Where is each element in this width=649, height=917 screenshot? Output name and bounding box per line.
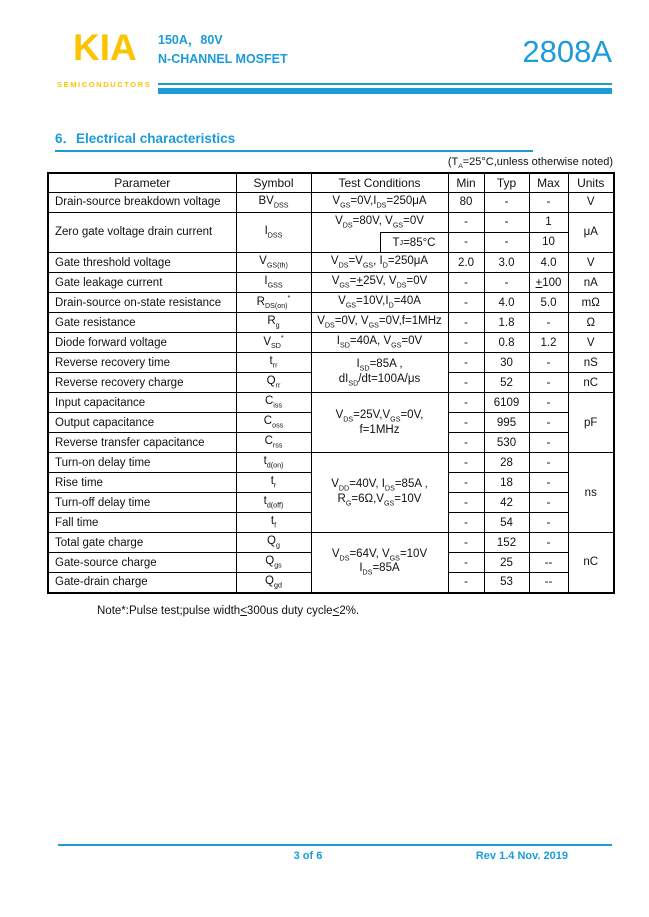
- device-type-line: N-CHANNEL MOSFET: [158, 52, 288, 66]
- logo-subtext: SEMICONDUCTORS: [57, 80, 152, 89]
- section-title: 6．Electrical characteristics: [55, 127, 533, 152]
- table-row: [48, 393, 614, 413]
- cell-typ: 530: [484, 433, 529, 453]
- cell-test-conditions: $V_{DS}=V_{GS}$, $I_D=250\mu A$: [311, 253, 448, 273]
- table-row: [48, 333, 614, 353]
- cell-parameter: Gate leakage current: [48, 273, 236, 293]
- cell-test-conditions: $V_{DS}=0V$, $V_{GS}=0V,f=1MHz$: [311, 313, 448, 333]
- cell-parameter: Drain-source on-state resistance: [48, 293, 236, 313]
- cell-units: nC: [568, 373, 614, 393]
- cell-parameter: Reverse transfer capacitance: [48, 433, 236, 453]
- cell-max: 1: [529, 212, 568, 232]
- cell-typ: 4.0: [484, 293, 529, 313]
- cell-typ: 52: [484, 373, 529, 393]
- cell-typ: 54: [484, 513, 529, 533]
- cell-max: -: [529, 433, 568, 453]
- cell-parameter: Drain-source breakdown voltage: [48, 192, 236, 212]
- footer-rule: [58, 844, 612, 846]
- cell-units: nC: [568, 533, 614, 593]
- cell-typ: 6109: [484, 393, 529, 413]
- cell-max: 4.0: [529, 253, 568, 273]
- cell-symbol: $t_{rr}$: [236, 353, 311, 373]
- col-header-test-conditions: Test Conditions: [311, 173, 448, 192]
- cell-symbol: $t_{d(off)}$: [236, 493, 311, 513]
- cell-units: Ω: [568, 313, 614, 333]
- cell-typ: 0.8: [484, 333, 529, 353]
- electrical-characteristics-table: [47, 172, 615, 594]
- cell-min: -: [448, 573, 484, 593]
- cell-units: ns: [568, 453, 614, 533]
- table-row: [48, 293, 614, 313]
- cell-max: -: [529, 192, 568, 212]
- cell-test-conditions: $V_{DS}=64V$, $V_{GS}=10V$ $I_{DS}=85A$: [311, 533, 448, 593]
- cell-min: -: [448, 493, 484, 513]
- cell-symbol: $I_{GSS}$: [236, 273, 311, 293]
- cell-symbol: $BV_{DSS}$: [236, 192, 311, 212]
- cell-parameter: Gate-source charge: [48, 553, 236, 573]
- cell-max: --: [529, 573, 568, 593]
- cell-max: -: [529, 413, 568, 433]
- kia-logo: KIA: [73, 27, 137, 68]
- cell-max: -: [529, 373, 568, 393]
- cell-min: -: [448, 433, 484, 453]
- cell-test-conditions-sub: [311, 232, 448, 253]
- cell-parameter: Output capacitance: [48, 413, 236, 433]
- cell-parameter: Diode forward voltage: [48, 333, 236, 353]
- cell-typ: -: [484, 232, 529, 253]
- cell-max: -: [529, 453, 568, 473]
- col-header-parameter: Parameter: [48, 173, 236, 192]
- cell-min: -: [448, 313, 484, 333]
- table-row: [48, 212, 614, 232]
- cell-max: -: [529, 313, 568, 333]
- cell-test-conditions: $V_{GS}=10V,I_D=40A$: [311, 293, 448, 313]
- part-number: 2808A: [522, 34, 612, 69]
- cell-max: 1.2: [529, 333, 568, 353]
- cell-min: -: [448, 473, 484, 493]
- cell-symbol: $I_{DSS}$: [236, 212, 311, 253]
- table-row: [48, 273, 614, 293]
- header-rule-thick: [158, 88, 612, 94]
- cell-parameter: Reverse recovery time: [48, 353, 236, 373]
- cell-min: -: [448, 513, 484, 533]
- cell-max: -: [529, 493, 568, 513]
- cell-units: V: [568, 192, 614, 212]
- header-rule-thin: [158, 83, 612, 85]
- table-header-row: [48, 173, 614, 192]
- table-row: [48, 533, 614, 553]
- cell-max: 10: [529, 232, 568, 253]
- cell-min: -: [448, 273, 484, 293]
- cell-units: nA: [568, 273, 614, 293]
- cell-max: +100: [529, 273, 568, 293]
- col-header-max: Max: [529, 173, 568, 192]
- cell-typ: -: [484, 273, 529, 293]
- cell-test-conditions: $V_{DS}=25V,V_{GS}=0V$, f=1MHz: [311, 393, 448, 453]
- cell-units: mΩ: [568, 293, 614, 313]
- cell-parameter: Input capacitance: [48, 393, 236, 413]
- cell-symbol: $Q_g$: [236, 533, 311, 553]
- cell-min: -: [448, 533, 484, 553]
- cell-min: -: [448, 373, 484, 393]
- cell-symbol: $V_{GS(th)}$: [236, 253, 311, 273]
- cell-symbol: $C_{oss}$: [236, 413, 311, 433]
- cell-parameter: Fall time: [48, 513, 236, 533]
- cell-max: -: [529, 473, 568, 493]
- cell-symbol: $V_{SD}^*$: [236, 333, 311, 353]
- cell-typ: 28: [484, 453, 529, 473]
- cell-typ: 25: [484, 553, 529, 573]
- cell-test-conditions: $V_{DS}=80V$, $V_{GS}=0V$: [311, 212, 448, 232]
- cell-typ: 995: [484, 413, 529, 433]
- cell-units: μA: [568, 212, 614, 253]
- cell-min: -: [448, 212, 484, 232]
- cell-parameter: Gate threshold voltage: [48, 253, 236, 273]
- cell-min: -: [448, 413, 484, 433]
- cell-typ: -: [484, 192, 529, 212]
- cell-parameter: Zero gate voltage drain current: [48, 212, 236, 253]
- cell-parameter: Turn-on delay time: [48, 453, 236, 473]
- cell-min: 2.0: [448, 253, 484, 273]
- cell-max: -: [529, 353, 568, 373]
- page-number: 3 of 6: [293, 850, 323, 862]
- cell-max: 5.0: [529, 293, 568, 313]
- cell-units: V: [568, 333, 614, 353]
- cell-max: -: [529, 533, 568, 553]
- cell-min: -: [448, 453, 484, 473]
- col-header-typ: Typ: [484, 173, 529, 192]
- cell-typ: 18: [484, 473, 529, 493]
- cell-typ: 152: [484, 533, 529, 553]
- col-header-min: Min: [448, 173, 484, 192]
- table-row: [48, 253, 614, 273]
- cell-max: --: [529, 553, 568, 573]
- cell-parameter: Rise time: [48, 473, 236, 493]
- cell-units: pF: [568, 393, 614, 453]
- cell-symbol: $C_{rss}$: [236, 433, 311, 453]
- cell-min: -: [448, 293, 484, 313]
- rating-line: 150A，80V: [158, 33, 223, 47]
- cell-parameter: Gate resistance: [48, 313, 236, 333]
- cell-min: -: [448, 333, 484, 353]
- cell-test-conditions: $I_{SD}=40A$, $V_{GS}=0V$: [311, 333, 448, 353]
- cell-symbol: $Q_{rr}$: [236, 373, 311, 393]
- table-row: [48, 313, 614, 333]
- condition-note: ($T_A=25^\circ C,unless$ otherwise noted): [447, 156, 613, 171]
- cell-parameter: Turn-off delay time: [48, 493, 236, 513]
- cell-max: -: [529, 393, 568, 413]
- cell-symbol: $C_{iss}$: [236, 393, 311, 413]
- cell-test-conditions: $V_{GS}=+25V$, $V_{DS}=0V$: [311, 273, 448, 293]
- cell-test-conditions: $V_{GS}=0V,I_{DS}=250\mu A$: [311, 192, 448, 212]
- revision-label: Rev 1.4 Nov. 2019: [475, 850, 568, 862]
- cell-typ: 30: [484, 353, 529, 373]
- cell-min: -: [448, 393, 484, 413]
- cell-symbol: $t_f$: [236, 513, 311, 533]
- cell-typ: 1.8: [484, 313, 529, 333]
- cell-max: -: [529, 513, 568, 533]
- cell-min: 80: [448, 192, 484, 212]
- cell-units: V: [568, 253, 614, 273]
- cell-typ: 3.0: [484, 253, 529, 273]
- cell-symbol: $R_g$: [236, 313, 311, 333]
- cell-parameter: Total gate charge: [48, 533, 236, 553]
- cell-parameter: Reverse recovery charge: [48, 373, 236, 393]
- cell-parameter: Gate-drain charge: [48, 573, 236, 593]
- cell-symbol: $R_{DS(on)}^*$: [236, 293, 311, 313]
- col-header-units: Units: [568, 173, 614, 192]
- cell-symbol: $t_{d(on)}$: [236, 453, 311, 473]
- pulse-test-note: Note*:Pulse test;pulse width<300us duty cycle<2%.: [97, 605, 360, 617]
- cell-units: nS: [568, 353, 614, 373]
- cell-typ: -: [484, 212, 529, 232]
- cell-symbol: $Q_{gs}$: [236, 553, 311, 573]
- cell-test-conditions: $V_{DD}=40V$, $I_{DS}=85A$ , $R_G=6\Omega,V_{GS}=10V$: [311, 453, 448, 533]
- cell-min: -: [448, 232, 484, 253]
- tj-condition-box: T J =85°C: [380, 232, 448, 252]
- table-row: [48, 353, 614, 373]
- cell-symbol: $t_r$: [236, 473, 311, 493]
- cell-min: -: [448, 553, 484, 573]
- col-header-symbol: Symbol: [236, 173, 311, 192]
- cell-min: -: [448, 353, 484, 373]
- cell-symbol: $Q_{gd}$: [236, 573, 311, 593]
- table-row: [48, 192, 614, 212]
- cell-test-conditions: $I_{SD}=85A$ , $dI_{SD}/dt=100A/\mu s$: [311, 353, 448, 393]
- cell-typ: 53: [484, 573, 529, 593]
- table-row: [48, 453, 614, 473]
- cell-typ: 42: [484, 493, 529, 513]
